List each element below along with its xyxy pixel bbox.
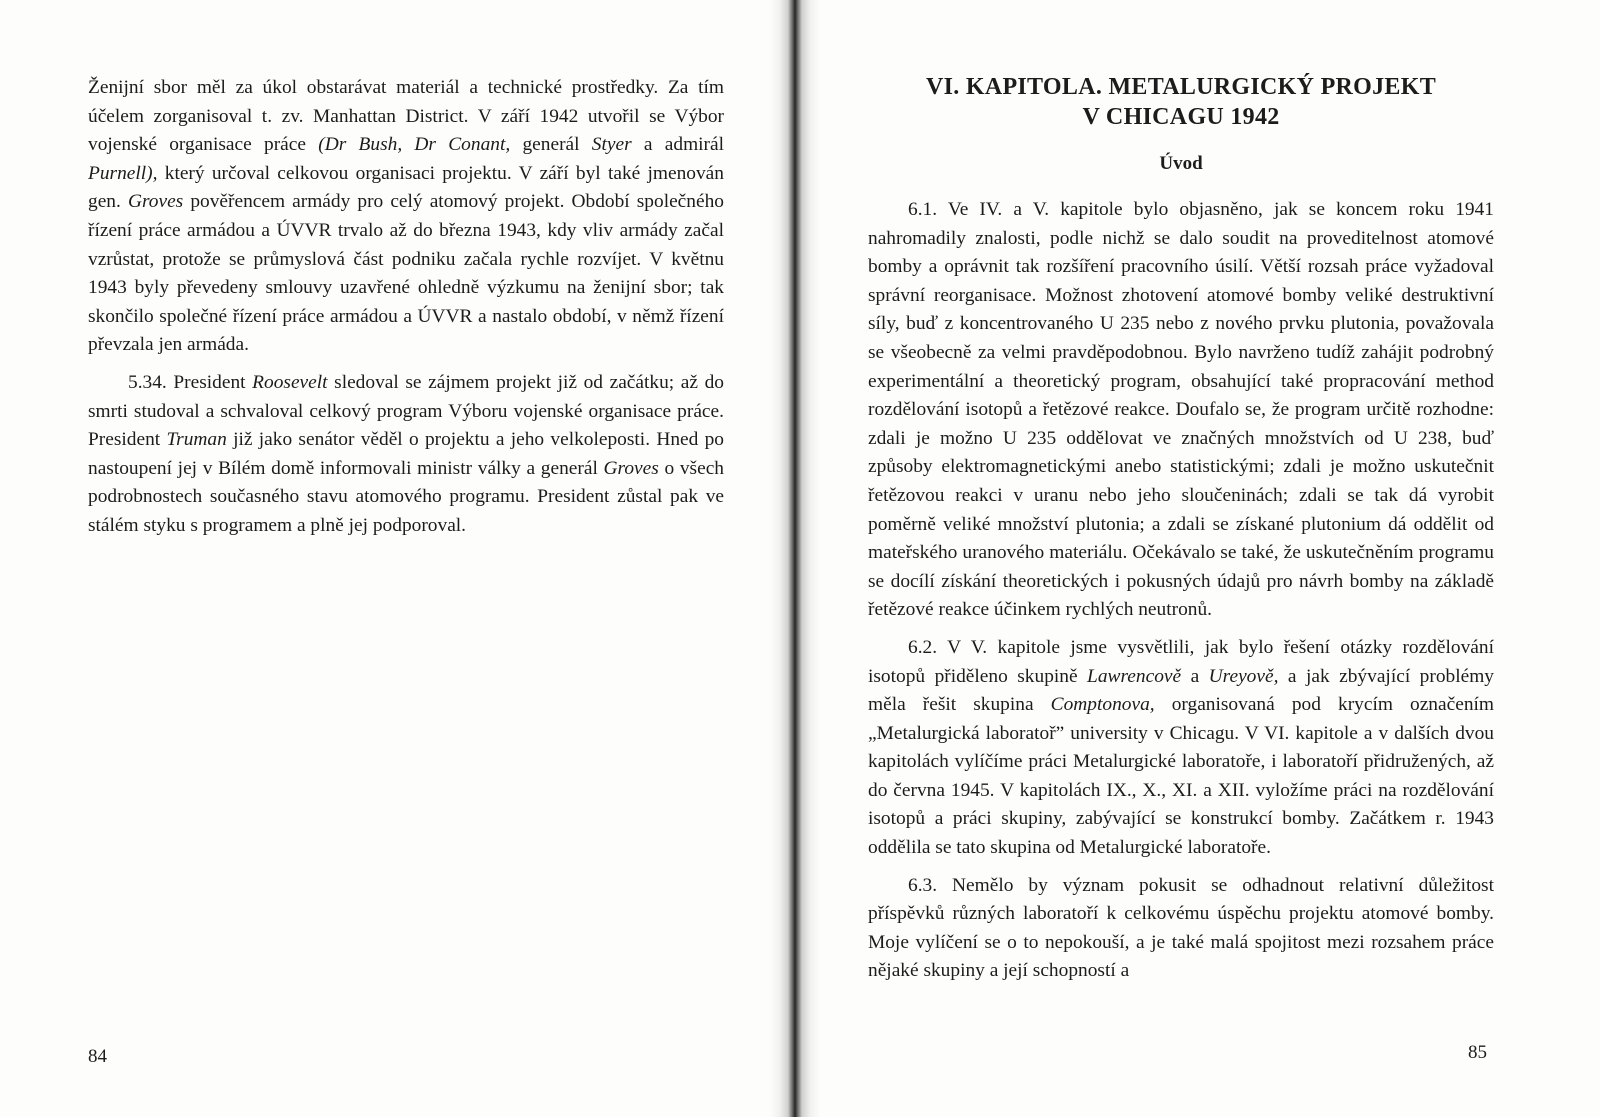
text-segment: Ženijní sbor měl za úkol obstarávat materiál a technické prostředky. Za tím účelem zorganisoval t. zv. Manhattan District. V září 1942 utvořil se Výbor vojenské organisace práce: [88, 77, 724, 156]
text-segment: generál: [510, 134, 592, 156]
text-segment: již jako senátor věděl o projektu a jeho velkoleposti. Hned po nastoupení jej v Bílém domě informovali ministr války a generál: [88, 429, 725, 479]
page-number-right: 85: [1468, 1042, 1487, 1063]
section-heading: Úvod: [1159, 153, 1203, 174]
italic-text: Purnell),: [88, 162, 158, 184]
text-segment: 5.34. President: [128, 371, 253, 393]
text-segment: a admirál: [631, 134, 725, 156]
text-segment: organisovaná pod krycím označením „Metalurgická laboratoř” university v Chicagu. V VI. kapitole a v dalších dvou kapitolách vylíčíme práci Metalurgické laboratoře, i laboratoří přidružených, až do června 1945. V kapitolách IX., X., XI. a XII. vyložíme práci na rozdělování isotopů a práci skupiny, zabývající se konstrukcí bomby. Začátkem r. 1943 oddělila se tato skupina od Metalurgické laboratoře.: [868, 694, 1494, 859]
text-segment: a: [1181, 665, 1209, 687]
text-segment: pověřencem armády pro celý atomový projekt. Období společného řízení práce armádou a ÚVVR trvalo až do března 1943, kdy vliv armády začal vzrůstat, protože se průmyslová část podniku začala rychle rozvíjet. V květnu 1943 byly převedeny smlouvy uzavřené ohledně výzkumu na ženijní sbor; tak skončilo společné řízení práce armádou a ÚVVR a nastalo období, v němž řízení převzala jen armáda.: [88, 191, 724, 356]
chapter-title: [868, 72, 1494, 132]
page-number-left: 84: [88, 1046, 107, 1067]
italic-text: Lawrencově: [1087, 665, 1182, 687]
italic-text: Comptonova,: [1050, 694, 1155, 716]
italic-text: Groves: [127, 191, 184, 213]
text-segment: 6.1. Ve IV. a V. kapitole bylo objasněno, jak se koncem roku 1941 nahromadily znalosti, podle nichž se dalo soudit na proveditelnost atomové bomby a oprávnit tak rozšíření pracovního úsilí. Větší rozsah práce vyžadoval správní reorganisace. Možnost zhotovení atomové bomby veliké destruktivní síly, buď z koncentrovaného U 235 nebo z nového prvku plutonia, považovala se všeobecně za velmi pravděpodobnou. Bylo navrženo tudíž zahájit podrobný experimentální a theoretický program, obsahující také propracování method rozdělování isotopů a řetězové reakce. Doufalo se, že program určitě rozhodne: zdali je možno U 235 oddělovat ve značných množstvích od U 238, buď způsoby elektromagnetickými anebo statistickými; zdali je možno uskutečnit řetězovou reakci v uranu nebo jeho sloučeninách; zdali se tak dá vyrobit poměrně veliké množství plutonia; a zdali se získané plutonium dá oddělit od mateřského uranového materiálu. Očekávalo se také, že uskutečněním programu se docílí získání theoretických i pokusných údajů pro návrh bomby na základě řetězové reakce účinkem rychlých neutronů.: [868, 199, 1494, 621]
italic-text: Truman: [166, 429, 227, 451]
paragraph: [88, 74, 724, 360]
text-segment: sledoval se zájmem projekt již od začátku; až do smrti studoval a schvaloval celkový program Výboru vojenské organisace práce. President: [88, 371, 724, 451]
right-page-body: [868, 196, 1494, 995]
text-segment: 6.3. Nemělo by význam pokusit se odhadnout relativní důležitost příspěvků různých laboratoří k celkovému úspěchu projektu atomové bomby. Moje vylíčení se o to nepokouší, a je také malá spojitost mezi rozsahem práce nějaké skupiny a její schopností a: [868, 874, 1494, 982]
paragraph: [868, 872, 1494, 986]
text-segment: a jak zbývající problémy měla řešit skupina: [868, 665, 1494, 716]
italic-text: (Dr Bush, Dr Conant,: [318, 134, 511, 156]
left-page-body: [88, 74, 724, 550]
text-segment: o všech podrobnostech současného stavu atomového programu. President zůstal pak ve stálém styku s programem a plně jej podporoval.: [88, 457, 724, 536]
chapter-title-line-1: VI. KAPITOLA. METALURGICKÝ PROJEKT: [925, 74, 1437, 100]
paragraph: [868, 196, 1494, 625]
italic-text: Ureyově,: [1208, 665, 1279, 687]
italic-text: Groves: [603, 457, 659, 479]
italic-text: Roosevelt: [252, 371, 328, 393]
paragraph: [88, 369, 724, 541]
italic-text: Styer: [591, 134, 632, 156]
text-segment: který určoval celkovou organisaci projektu. V září byl také jmenován gen.: [88, 162, 724, 213]
chapter-title-line-2: V CHICAGU 1942: [1082, 104, 1280, 130]
paragraph: [868, 634, 1494, 863]
text-segment: 6.2. V V. kapitole jsme vysvětlili, jak bylo řešení otázky rozdělování isotopů přiděleno skupině: [868, 636, 1494, 687]
book-gutter: [770, 0, 820, 1117]
